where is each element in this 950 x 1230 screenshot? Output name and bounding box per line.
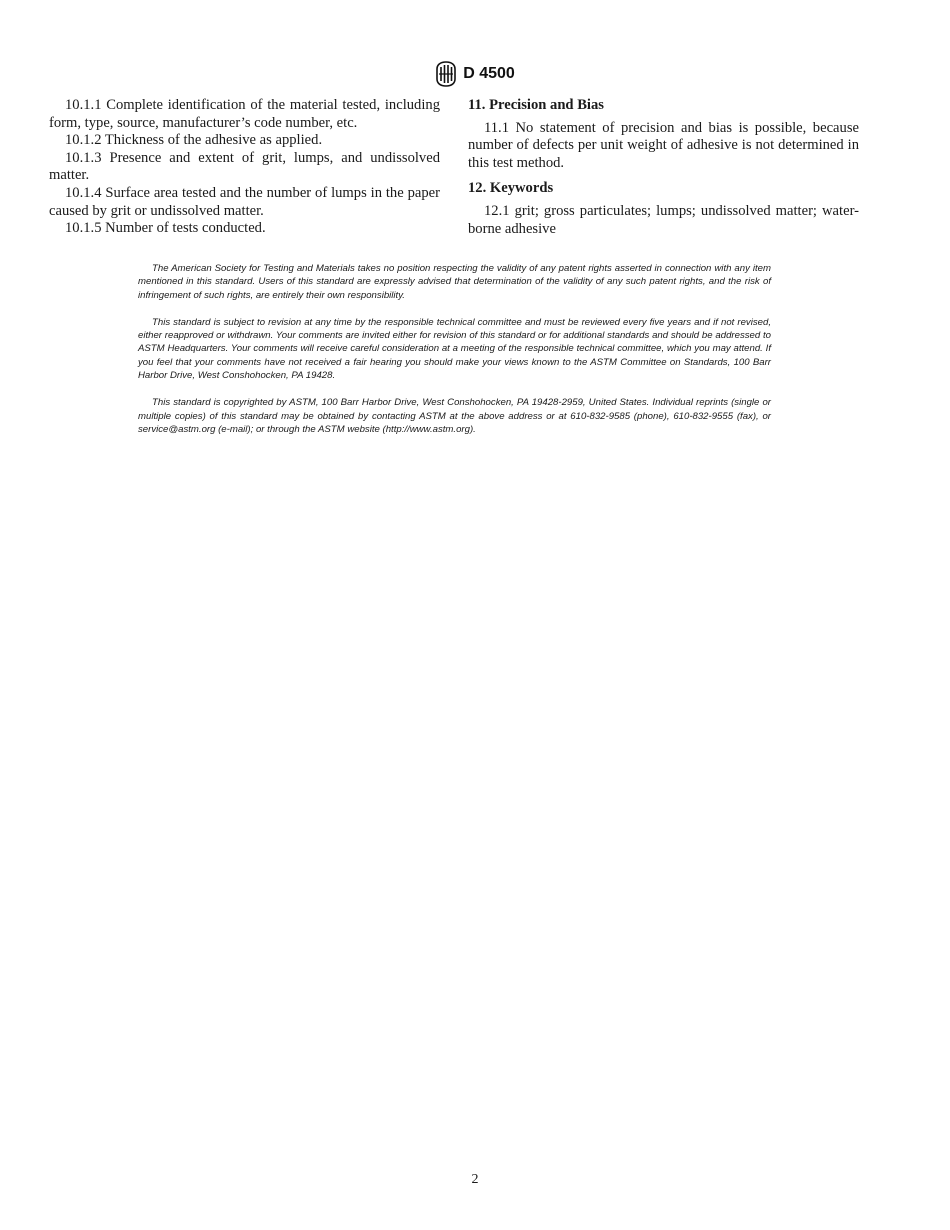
patent-notice: The American Society for Testing and Materials takes no position respecting the validity of any patent rights asserted in connection with any item mentioned in this standard. Users of this standard are expressly advised that determination of the validity of any such patent rights, and the risk of infringement of such rights, are entirely their own responsibility. bbox=[138, 263, 771, 301]
item-10-1-1: 10.1.1 Complete identification of the material tested, including form, type, source, manufacturer’s code number, etc. bbox=[49, 97, 440, 131]
copyright-notice: This standard is copyrighted by ASTM, 100 Barr Harbor Drive, West Conshohocken, PA 19428-2959, United States. Individual reprints (single or multiple copies) of this standard may be obtained by contacting ASTM at the above address or at 610-832-9585 (phone), 610-832-9555 (fax), or service@astm.org (e-mail); or through the ASTM website (http://www.astm.org). bbox=[138, 397, 771, 435]
left-column bbox=[49, 97, 440, 238]
item-10-1-5: 10.1.5 Number of tests conducted. bbox=[65, 220, 266, 237]
item-10-1-3: 10.1.3 Presence and extent of grit, lumps, and undissolved matter. bbox=[49, 149, 440, 184]
page-header bbox=[0, 60, 950, 88]
astm-logo-icon bbox=[435, 61, 457, 87]
right-column bbox=[468, 97, 859, 238]
section-12-text: 12.1 grit; gross particulates; lumps; undissolved matter; water-borne adhesive bbox=[468, 202, 859, 237]
section-12-heading: 12. Keywords bbox=[468, 180, 554, 197]
revision-notice: This standard is subject to revision at any time by the responsible technical committee and must be reviewed every five years and if not revised, either reapproved or withdrawn. Your comments are invited either for revision of this standard or for additional standards and should be addressed to ASTM Headquarters. Your comments will receive careful consideration at a meeting of the responsible technical committee, which you may attend. If you feel that your comments have not received a fair hearing you should make your views known to the ASTM Committee on Standards, 100 Barr Harbor Drive, West Conshohocken, PA 19428. bbox=[138, 316, 771, 382]
item-10-1-4: 10.1.4 Surface area tested and the number of lumps in the paper caused by grit or undissolved matter. bbox=[49, 184, 440, 219]
document-id: D 4500 bbox=[463, 65, 515, 82]
section-11-heading: 11. Precision and Bias bbox=[468, 97, 604, 113]
section-11-text: 11.1 No statement of precision and bias is possible, because number of defects per unit weight of adhesive is not determined in this test method. bbox=[468, 119, 859, 171]
page-number: 2 bbox=[471, 1172, 479, 1187]
item-10-1-2: 10.1.2 Thickness of the adhesive as applied. bbox=[65, 132, 323, 149]
legal-notices bbox=[138, 262, 771, 450]
